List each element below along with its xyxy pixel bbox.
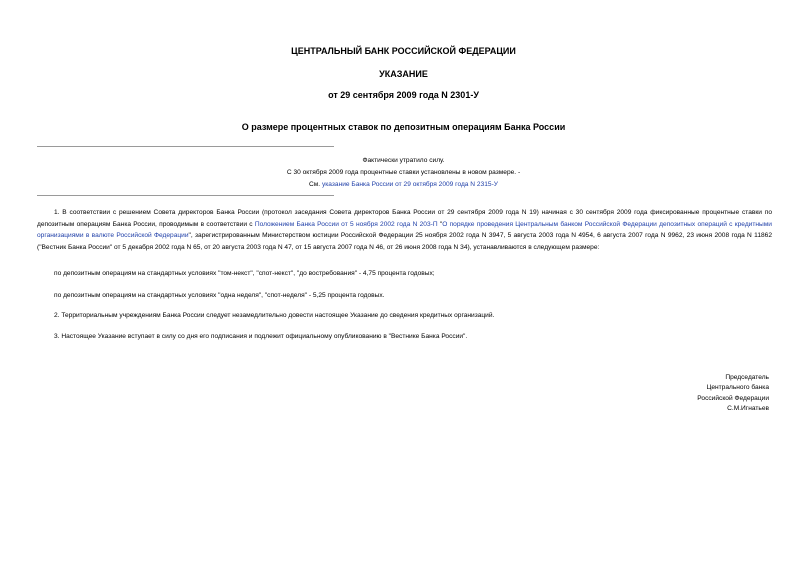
status-note-line-2: С 30 октября 2009 года процентные ставки установлены в новом размере. - — [286, 169, 521, 176]
rate-item-week: по депозитным операциям на стандартных условиях "одна неделя", "спот-неделя" - 5,25 процента годовых. — [54, 292, 385, 299]
paragraph-3: 3. Настоящее Указание вступает в силу со дня его подписания и подлежит официальному опубликованию в "Вестнике Банка России". — [54, 333, 468, 340]
signature-line-1: Председатель — [725, 374, 769, 381]
paragraph-1-text-c: ", зарегистрированным Министерством юстиции Российской Федерации 25 ноября 2002 года N 3947, 5 августа 2003 года N 4954, 6 августа 2007 года N 9962, 23 июня 2008 года N 11862 ("Вестник Банка России" от 5 декабря 2002 года N 65, от 20 августа 2003 года N 47, от 15 августа 2007 года N 46, от 26 июня 2008 года N 34), устанавливаются в следующем размере: — [37, 232, 772, 251]
issuer-heading: ЦЕНТРАЛЬНЫЙ БАНК РОССИЙСКОЙ ФЕДЕРАЦИИ — [291, 46, 516, 56]
document-title: О размере процентных ставок по депозитным операциям Банка России — [241, 122, 566, 132]
signatory-name: С.М.Игнатьев — [727, 405, 769, 413]
document-type-heading: УКАЗАНИЕ — [379, 69, 428, 79]
document-date-number: от 29 сентября 2009 года N 2301-У — [328, 90, 479, 100]
regulation-title-link[interactable]: О порядке проведения Центральным банком Российской Федерации депозитных операций с кредитными организациями в валюте Российской Федерации — [37, 220, 772, 240]
status-note-line-3 — [0, 180, 807, 190]
status-divider-top — [37, 146, 334, 147]
paragraph-1-text-a: 1. В соответствии с решением Совета директоров Банка России (протокол заседания Совета директоров Банка России от 29 сентября 2009 года N 19) начиная с 30 сентября 2009 года фиксированные процентные ставки по депозитным операциям Банка России, проводимым в соответствии с — [37, 209, 772, 228]
paragraph-1 — [37, 207, 772, 253]
status-note-line-1: Фактически утратило силу. — [362, 157, 445, 164]
regulation-203p-link[interactable]: Положением Банка России от 5 ноября 2002 года N 203-П — [254, 220, 438, 228]
signature-line-2: Центрального банка — [706, 384, 769, 392]
signature-block — [697, 373, 769, 415]
status-note-prefix: См. — [309, 181, 322, 188]
replacement-decree-link[interactable]: указание Банка России от 29 октября 2009 года N 2315-У — [321, 181, 498, 188]
paragraph-1-text-b: " — [437, 220, 443, 228]
rate-item-overnight: по депозитным операциям на стандартных условиях "том-некст", "спот-некст", "до востребования" - 4,75 процента годовых; — [54, 270, 435, 277]
signature-line-3: Российской Федерации — [697, 394, 769, 402]
status-divider-bottom — [37, 195, 334, 196]
paragraph-2: 2. Территориальным учреждениям Банка России следует незамедлительно довести настоящее Указание до сведения кредитных организаций. — [54, 312, 495, 319]
